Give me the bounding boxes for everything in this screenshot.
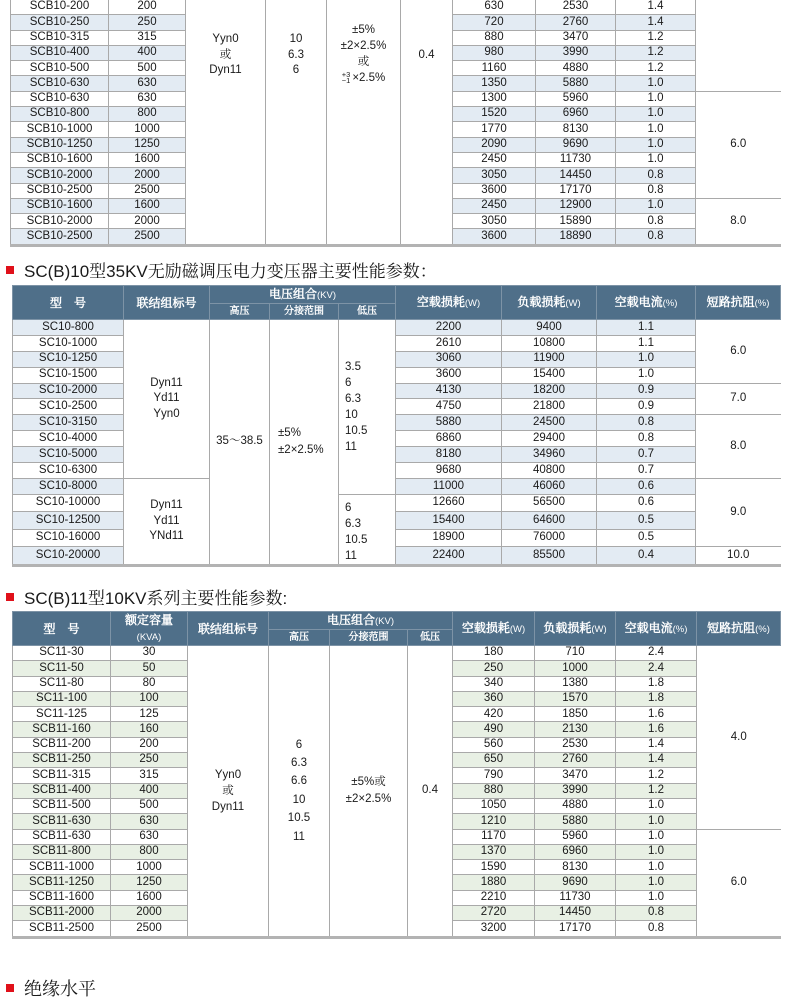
- load-loss-cell: 8130: [535, 860, 616, 875]
- noload-loss-cell: 980: [453, 45, 536, 60]
- noload-current-cell: 1.0: [616, 122, 696, 137]
- model-cell: SC11-100: [13, 691, 111, 706]
- impedance-cell: 6.0: [697, 829, 781, 936]
- model-cell: SCB10-2500: [11, 183, 109, 198]
- model-cell: SCB10-1600: [11, 198, 109, 213]
- load-loss-cell: 2530: [535, 737, 616, 752]
- noload-loss-cell: 1520: [453, 107, 536, 122]
- model-cell: SCB10-630: [11, 76, 109, 91]
- noload-loss-cell: 2200: [396, 320, 502, 336]
- header-noload-loss: 空载损耗(W): [396, 286, 502, 320]
- noload-current-cell: 0.8: [597, 415, 696, 431]
- noload-current-cell: 1.0: [616, 860, 697, 875]
- model-cell: SC10-3150: [13, 415, 124, 431]
- tap-range-cell: ±5%或 ±2×2.5%: [330, 646, 408, 937]
- header-load-loss: 负载损耗(W): [502, 286, 597, 320]
- model-cell: SC10-6300: [13, 463, 124, 479]
- impedance-cell: 6.0: [696, 320, 781, 384]
- noload-current-cell: 1.2: [616, 61, 696, 76]
- noload-loss-cell: 2210: [453, 890, 535, 905]
- capacity-cell: 500: [111, 798, 188, 813]
- noload-current-cell: 0.6: [597, 494, 696, 511]
- model-cell: SCB11-160: [13, 722, 111, 737]
- noload-current-cell: 1.6: [616, 707, 697, 722]
- header-noload-loss: 空载损耗(W): [453, 612, 535, 646]
- noload-current-cell: 1.2: [616, 45, 696, 60]
- capacity-cell: 50: [111, 661, 188, 676]
- noload-loss-cell: 1880: [453, 875, 535, 890]
- noload-loss-cell: 360: [453, 691, 535, 706]
- model-cell: SC10-2500: [13, 399, 124, 415]
- load-loss-cell: 5960: [535, 829, 616, 844]
- noload-loss-cell: 2090: [453, 137, 536, 152]
- table-row: [13, 478, 781, 494]
- load-loss-cell: 11730: [535, 890, 616, 905]
- load-loss-cell: 2530: [536, 0, 616, 15]
- load-loss-cell: 17170: [535, 921, 616, 936]
- header-voltage: 电压组合(KV): [269, 612, 453, 630]
- noload-current-cell: 0.7: [597, 447, 696, 463]
- noload-loss-cell: 3600: [453, 183, 536, 198]
- load-loss-cell: 710: [535, 646, 616, 661]
- noload-loss-cell: 2450: [453, 152, 536, 167]
- noload-loss-cell: 2450: [453, 198, 536, 213]
- noload-current-cell: 1.0: [597, 367, 696, 383]
- hv-cell: 6 6.3 6.6 10 10.5 11: [269, 646, 330, 937]
- noload-current-cell: 0.8: [616, 906, 697, 921]
- model-cell: SCB11-800: [13, 844, 111, 859]
- load-loss-cell: 2760: [535, 753, 616, 768]
- noload-current-cell: 0.5: [597, 512, 696, 529]
- model-cell: SCB10-800: [11, 107, 109, 122]
- noload-current-cell: 2.4: [616, 646, 697, 661]
- capacity-cell: 250: [111, 753, 188, 768]
- noload-loss-cell: 18900: [396, 529, 502, 546]
- noload-loss-cell: 11000: [396, 478, 502, 494]
- table-bottom-rule: [12, 564, 781, 567]
- noload-loss-cell: 5880: [396, 415, 502, 431]
- noload-loss-cell: 3200: [453, 921, 535, 936]
- load-loss-cell: 1380: [535, 676, 616, 691]
- red-square-bullet-icon: [6, 593, 14, 601]
- header-connection: 联结组标号: [124, 286, 210, 320]
- red-square-bullet-icon: [6, 984, 14, 992]
- noload-current-cell: 0.4: [597, 547, 696, 565]
- load-loss-cell: 1570: [535, 691, 616, 706]
- model-cell: SCB11-630: [13, 814, 111, 829]
- lv-cell: 0.4: [408, 646, 453, 937]
- noload-loss-cell: 9680: [396, 463, 502, 479]
- load-loss-cell: 4880: [535, 798, 616, 813]
- noload-current-cell: 0.8: [616, 214, 696, 229]
- lv-cell: 6 6.3 10.5 11: [339, 494, 396, 564]
- capacity-cell: 2000: [109, 168, 186, 183]
- noload-current-cell: 1.0: [616, 829, 697, 844]
- noload-current-cell: 1.1: [597, 335, 696, 351]
- capacity-cell: 125: [111, 707, 188, 722]
- capacity-cell: 315: [111, 768, 188, 783]
- load-loss-cell: 12900: [536, 198, 616, 213]
- load-loss-cell: 40800: [502, 463, 597, 479]
- load-loss-cell: 17170: [536, 183, 616, 198]
- load-loss-cell: 56500: [502, 494, 597, 511]
- load-loss-cell: 64600: [502, 512, 597, 529]
- capacity-cell: 800: [109, 107, 186, 122]
- noload-loss-cell: 3050: [453, 168, 536, 183]
- hv-cell: 35～38.5: [210, 320, 270, 565]
- noload-current-cell: 1.1: [597, 320, 696, 336]
- noload-current-cell: 1.0: [616, 107, 696, 122]
- noload-current-cell: 0.9: [597, 399, 696, 415]
- header-capacity: 额定容量 (KVA): [111, 612, 188, 646]
- noload-current-cell: 1.0: [616, 890, 697, 905]
- capacity-cell: 630: [111, 814, 188, 829]
- model-cell: SCB11-1250: [13, 875, 111, 890]
- noload-current-cell: 1.4: [616, 0, 696, 15]
- capacity-cell: 630: [109, 91, 186, 106]
- noload-current-cell: 1.2: [616, 768, 697, 783]
- noload-current-cell: 1.0: [597, 351, 696, 367]
- noload-current-cell: 1.0: [616, 798, 697, 813]
- noload-current-cell: 1.4: [616, 753, 697, 768]
- red-square-bullet-icon: [6, 266, 14, 274]
- load-loss-cell: 29400: [502, 431, 597, 447]
- noload-loss-cell: 1300: [453, 91, 536, 106]
- model-cell: SCB11-400: [13, 783, 111, 798]
- header-impedance: 短路抗阻(%): [697, 612, 781, 646]
- capacity-cell: 2000: [111, 906, 188, 921]
- model-cell: SCB11-1600: [13, 890, 111, 905]
- load-loss-cell: 2760: [536, 15, 616, 30]
- tap-range-cell: ±5% ±2×2.5% 或 +3 −1 ×2.5%: [327, 0, 401, 244]
- noload-loss-cell: 790: [453, 768, 535, 783]
- load-loss-cell: 24500: [502, 415, 597, 431]
- noload-loss-cell: 420: [453, 707, 535, 722]
- noload-current-cell: 0.6: [597, 478, 696, 494]
- noload-loss-cell: 2720: [453, 906, 535, 921]
- model-cell: SC10-1250: [13, 351, 124, 367]
- noload-loss-cell: 22400: [396, 547, 502, 565]
- noload-current-cell: 2.4: [616, 661, 697, 676]
- noload-current-cell: 0.8: [616, 921, 697, 936]
- noload-current-cell: 1.0: [616, 152, 696, 167]
- capacity-cell: 1250: [111, 875, 188, 890]
- capacity-cell: 630: [109, 76, 186, 91]
- load-loss-cell: 85500: [502, 547, 597, 565]
- model-cell: SCB10-1250: [11, 137, 109, 152]
- noload-current-cell: 0.9: [597, 383, 696, 399]
- capacity-cell: 1000: [109, 122, 186, 137]
- impedance-cell: [696, 0, 781, 91]
- load-loss-cell: 76000: [502, 529, 597, 546]
- load-loss-cell: 8130: [536, 122, 616, 137]
- load-loss-cell: 18890: [536, 229, 616, 244]
- load-loss-cell: 34960: [502, 447, 597, 463]
- model-cell: SCB11-315: [13, 768, 111, 783]
- impedance-cell: 6.0: [696, 91, 781, 198]
- noload-loss-cell: 1770: [453, 122, 536, 137]
- model-cell: SCB10-1000: [11, 122, 109, 137]
- load-loss-cell: 3470: [536, 30, 616, 45]
- noload-current-cell: 1.2: [616, 783, 697, 798]
- load-loss-cell: 6960: [535, 844, 616, 859]
- model-cell: SCB11-2000: [13, 906, 111, 921]
- load-loss-cell: 15400: [502, 367, 597, 383]
- lv-cell: 3.5 6 6.3 10 10.5 11: [339, 320, 396, 495]
- tap-range-cell: ±5% ±2×2.5%: [270, 320, 339, 565]
- noload-loss-cell: 1160: [453, 61, 536, 76]
- header-noload-current: 空载电流(%): [616, 612, 697, 646]
- model-cell: SCB10-2000: [11, 214, 109, 229]
- noload-loss-cell: 1170: [453, 829, 535, 844]
- header-impedance: 短路抗阻(%): [696, 286, 781, 320]
- load-loss-cell: 3470: [535, 768, 616, 783]
- capacity-cell: 1250: [109, 137, 186, 152]
- load-loss-cell: 10800: [502, 335, 597, 351]
- header-load-loss: 负载损耗(W): [535, 612, 616, 646]
- load-loss-cell: 21800: [502, 399, 597, 415]
- noload-current-cell: 0.8: [616, 168, 696, 183]
- impedance-cell: 10.0: [696, 547, 781, 565]
- connection-cell: Dyn11 Yd11 YNd11: [124, 478, 210, 564]
- noload-loss-cell: 12660: [396, 494, 502, 511]
- noload-loss-cell: 880: [453, 30, 536, 45]
- noload-current-cell: 1.0: [616, 814, 697, 829]
- noload-current-cell: 1.0: [616, 91, 696, 106]
- table-row: [13, 320, 781, 336]
- noload-loss-cell: 15400: [396, 512, 502, 529]
- model-cell: SCB11-250: [13, 753, 111, 768]
- model-cell: SC10-10000: [13, 494, 124, 511]
- capacity-cell: 1600: [109, 198, 186, 213]
- load-loss-cell: 18200: [502, 383, 597, 399]
- noload-current-cell: 0.7: [597, 463, 696, 479]
- load-loss-cell: 11900: [502, 351, 597, 367]
- load-loss-cell: 5880: [535, 814, 616, 829]
- lv-cell: 0.4: [401, 0, 453, 244]
- table-bottom-rule: [10, 244, 781, 247]
- noload-current-cell: 1.0: [616, 875, 697, 890]
- noload-loss-cell: 630: [453, 0, 536, 15]
- capacity-cell: 30: [111, 646, 188, 661]
- noload-current-cell: 1.0: [616, 844, 697, 859]
- load-loss-cell: 6960: [536, 107, 616, 122]
- impedance-cell: 8.0: [696, 198, 781, 244]
- model-cell: SC11-30: [13, 646, 111, 661]
- load-loss-cell: 4880: [536, 61, 616, 76]
- model-cell: SC10-5000: [13, 447, 124, 463]
- capacity-cell: 100: [111, 691, 188, 706]
- model-cell: SC10-8000: [13, 478, 124, 494]
- load-loss-cell: 14450: [535, 906, 616, 921]
- noload-loss-cell: 1370: [453, 844, 535, 859]
- model-cell: SCB10-2500: [11, 229, 109, 244]
- load-loss-cell: 1850: [535, 707, 616, 722]
- noload-loss-cell: 3060: [396, 351, 502, 367]
- noload-loss-cell: 490: [453, 722, 535, 737]
- capacity-cell: 200: [111, 737, 188, 752]
- capacity-cell: 400: [111, 783, 188, 798]
- load-loss-cell: 9690: [535, 875, 616, 890]
- hv-cell: 10 6.3 6: [266, 0, 327, 244]
- noload-current-cell: 1.0: [616, 198, 696, 213]
- noload-current-cell: 1.4: [616, 15, 696, 30]
- model-cell: SCB10-315: [11, 30, 109, 45]
- impedance-cell: 9.0: [696, 478, 781, 546]
- load-loss-cell: 5960: [536, 91, 616, 106]
- impedance-cell: 4.0: [697, 646, 781, 830]
- header-lv: 低压: [339, 304, 396, 320]
- model-cell: SC11-50: [13, 661, 111, 676]
- scb10-10kv-table: [10, 0, 781, 245]
- noload-loss-cell: 3050: [453, 214, 536, 229]
- capacity-cell: 2500: [109, 183, 186, 198]
- load-loss-cell: 2130: [535, 722, 616, 737]
- noload-loss-cell: 560: [453, 737, 535, 752]
- noload-loss-cell: 880: [453, 783, 535, 798]
- model-cell: SCB10-250: [11, 15, 109, 30]
- capacity-cell: 2000: [109, 214, 186, 229]
- model-cell: SC10-12500: [13, 512, 124, 529]
- noload-loss-cell: 2610: [396, 335, 502, 351]
- model-cell: SC10-800: [13, 320, 124, 336]
- header-connection: 联结组标号: [188, 612, 269, 646]
- impedance-cell: 7.0: [696, 383, 781, 415]
- noload-current-cell: 1.2: [616, 30, 696, 45]
- model-cell: SC10-1000: [13, 335, 124, 351]
- noload-current-cell: 0.8: [616, 229, 696, 244]
- noload-current-cell: 1.6: [616, 722, 697, 737]
- connection-cell: Dyn11 Yd11 Yyn0: [124, 320, 210, 479]
- capacity-cell: 1000: [111, 860, 188, 875]
- capacity-cell: 2500: [109, 229, 186, 244]
- model-cell: SC11-125: [13, 707, 111, 722]
- model-cell: SCB11-500: [13, 798, 111, 813]
- model-cell: SC10-16000: [13, 529, 124, 546]
- model-cell: SC11-80: [13, 676, 111, 691]
- load-loss-cell: 14450: [536, 168, 616, 183]
- noload-loss-cell: 340: [453, 676, 535, 691]
- header-model: 型 号: [13, 286, 124, 320]
- capacity-cell: 80: [111, 676, 188, 691]
- capacity-cell: 160: [111, 722, 188, 737]
- noload-loss-cell: 3600: [396, 367, 502, 383]
- noload-current-cell: 1.0: [616, 76, 696, 91]
- impedance-cell: 8.0: [696, 415, 781, 479]
- model-cell: SCB10-2000: [11, 168, 109, 183]
- noload-loss-cell: 6860: [396, 431, 502, 447]
- capacity-cell: 200: [109, 0, 186, 15]
- noload-current-cell: 0.8: [597, 431, 696, 447]
- header-tap: 分接范围: [330, 630, 408, 646]
- capacity-cell: 250: [109, 15, 186, 30]
- noload-loss-cell: 1050: [453, 798, 535, 813]
- noload-current-cell: 0.8: [616, 183, 696, 198]
- model-cell: SCB10-500: [11, 61, 109, 76]
- noload-current-cell: 1.0: [616, 137, 696, 152]
- load-loss-cell: 9400: [502, 320, 597, 336]
- header-model: 型 号: [13, 612, 111, 646]
- model-cell: SCB10-200: [11, 0, 109, 15]
- table-row: [13, 646, 781, 661]
- noload-loss-cell: 4130: [396, 383, 502, 399]
- noload-loss-cell: 1210: [453, 814, 535, 829]
- model-cell: SC10-20000: [13, 547, 124, 565]
- load-loss-cell: 46060: [502, 478, 597, 494]
- noload-loss-cell: 720: [453, 15, 536, 30]
- section-title-sc11-10kv: SC(B)11型10KV系列主要性能参数:: [6, 584, 287, 609]
- load-loss-cell: 1000: [535, 661, 616, 676]
- header-lv: 低压: [408, 630, 453, 646]
- noload-loss-cell: 180: [453, 646, 535, 661]
- load-loss-cell: 3990: [535, 783, 616, 798]
- capacity-cell: 315: [109, 30, 186, 45]
- connection-cell: Yyn0 或 Dyn11: [188, 646, 269, 937]
- section-title-insulation-level: 绝缘水平: [6, 975, 96, 1001]
- noload-loss-cell: 1350: [453, 76, 536, 91]
- header-hv: 高压: [210, 304, 270, 320]
- noload-loss-cell: 650: [453, 753, 535, 768]
- section-title-sc10-35kv: SC(B)10型35KV无励磁调压电力变压器主要性能参数：: [6, 257, 437, 282]
- noload-current-cell: 1.4: [616, 737, 697, 752]
- header-noload-current: 空载电流(%): [597, 286, 696, 320]
- noload-loss-cell: 3600: [453, 229, 536, 244]
- noload-loss-cell: 8180: [396, 447, 502, 463]
- model-cell: SCB10-1600: [11, 152, 109, 167]
- capacity-cell: 400: [109, 45, 186, 60]
- noload-loss-cell: 250: [453, 661, 535, 676]
- load-loss-cell: 5880: [536, 76, 616, 91]
- model-cell: SC10-2000: [13, 383, 124, 399]
- model-cell: SCB10-400: [11, 45, 109, 60]
- capacity-cell: 800: [111, 844, 188, 859]
- connection-cell: Yyn0 或 Dyn11: [186, 0, 266, 244]
- noload-current-cell: 0.5: [597, 529, 696, 546]
- header-tap: 分接范围: [270, 304, 339, 320]
- capacity-cell: 630: [111, 829, 188, 844]
- model-cell: SCB11-2500: [13, 921, 111, 936]
- sc10-35kv-table: [12, 285, 781, 565]
- noload-current-cell: 1.8: [616, 691, 697, 706]
- noload-loss-cell: 1590: [453, 860, 535, 875]
- header-hv: 高压: [269, 630, 330, 646]
- load-loss-cell: 3990: [536, 45, 616, 60]
- model-cell: SC10-4000: [13, 431, 124, 447]
- capacity-cell: 1600: [109, 152, 186, 167]
- capacity-cell: 500: [109, 61, 186, 76]
- model-cell: SCB11-200: [13, 737, 111, 752]
- model-cell: SCB11-630: [13, 829, 111, 844]
- table-bottom-rule: [12, 936, 781, 939]
- load-loss-cell: 11730: [536, 152, 616, 167]
- tap-plus-minus-superscript: +3 −1: [341, 69, 351, 86]
- load-loss-cell: 15890: [536, 214, 616, 229]
- sc11-10kv-table: [12, 611, 781, 937]
- noload-loss-cell: 4750: [396, 399, 502, 415]
- model-cell: SCB11-1000: [13, 860, 111, 875]
- model-cell: SCB10-630: [11, 91, 109, 106]
- noload-current-cell: 1.8: [616, 676, 697, 691]
- capacity-cell: 1600: [111, 890, 188, 905]
- table-row: [11, 0, 781, 15]
- model-cell: SC10-1500: [13, 367, 124, 383]
- capacity-cell: 2500: [111, 921, 188, 936]
- load-loss-cell: 9690: [536, 137, 616, 152]
- header-voltage: 电压组合(KV): [210, 286, 396, 304]
